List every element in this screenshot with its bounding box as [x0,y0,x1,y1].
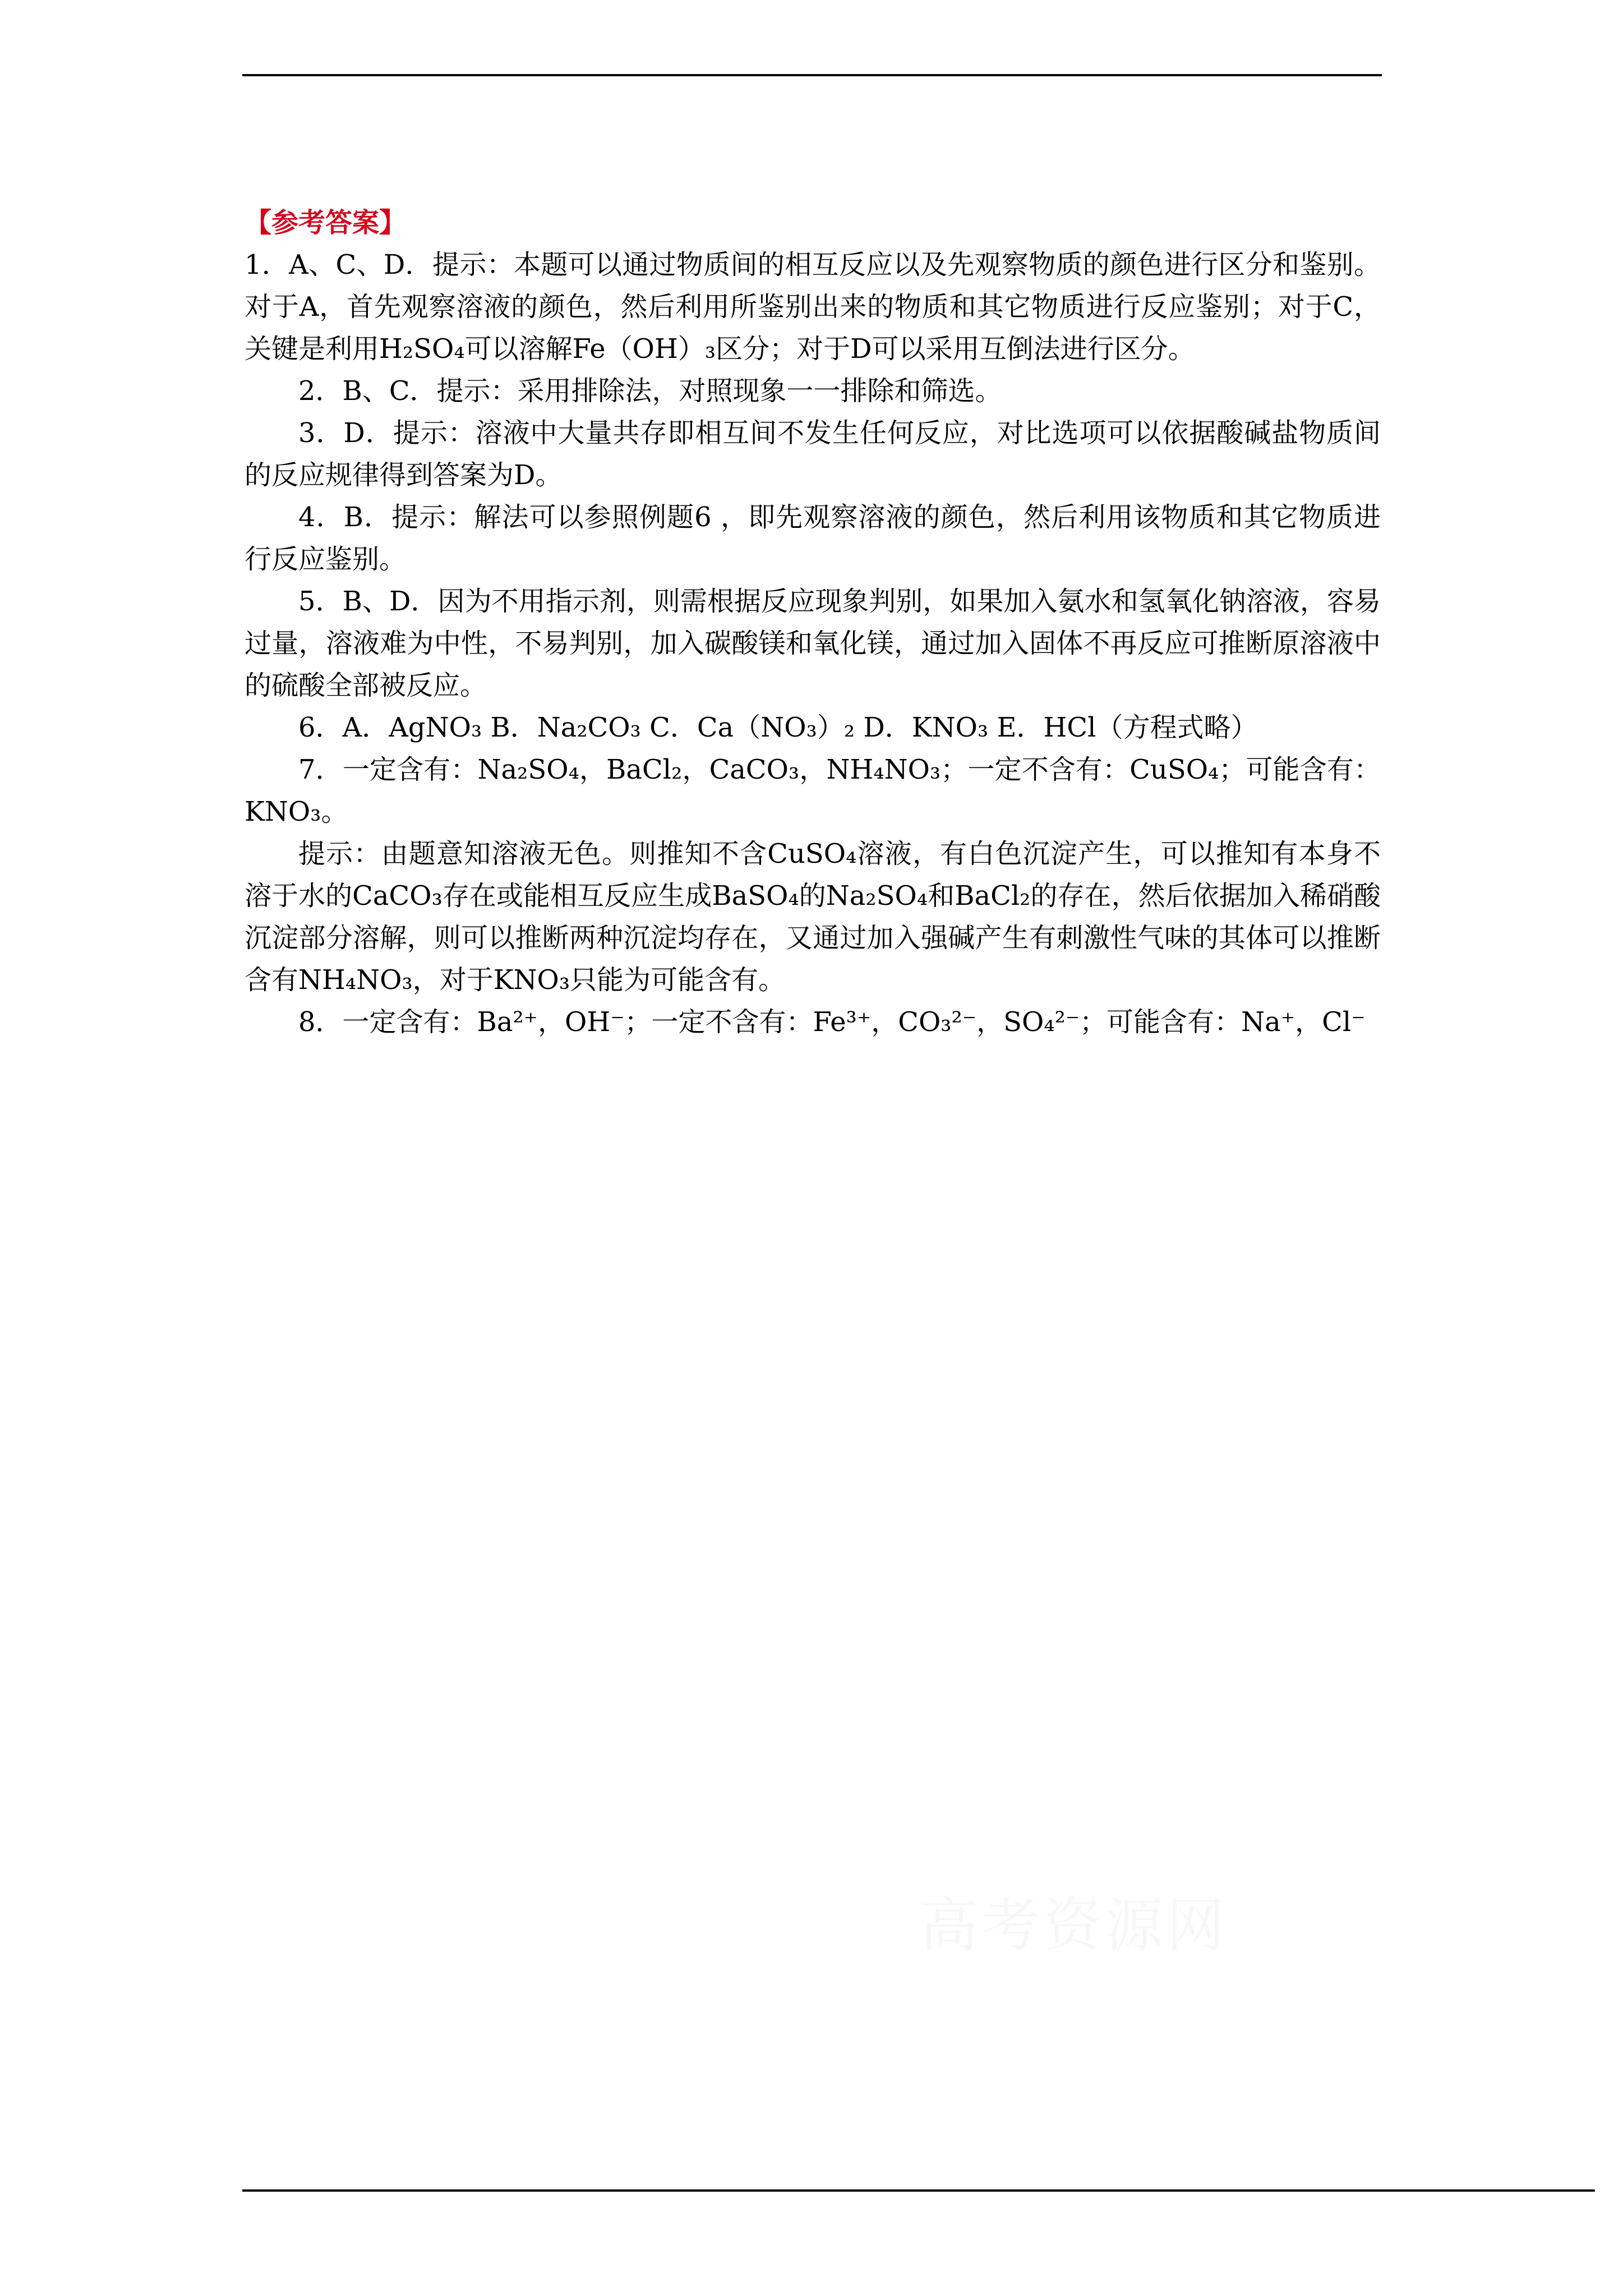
answer-section [245,202,1381,1043]
answer-8: 8．一定含有：Ba²⁺，OH⁻；一定不含有：Fe³⁺，CO₃²⁻，SO₄²⁻；可能含有：Na⁺，Cl⁻ [298,1006,1366,1038]
section-heading: 【参考答案】 [245,207,407,238]
answer-6: 6．A．AgNO₃ B．Na₂CO₃ C．Ca（NO₃）₂ D．KNO₃ E．HCl（方程式略） [298,712,1258,743]
header-rule [242,74,1382,76]
answer-3: 3．D．提示：溶液中大量共存即相互间不发生任何反应，对比选项可以依据酸碱盐物质间的反应规律得到答案为D。 [245,417,1381,491]
footer-rule [242,2189,1595,2192]
answer-1: 1．A、C、D．提示：本题可以通过物质间的相互反应以及先观察物质的颜色进行区分和鉴别。对于A，首先观察溶液的颜色，然后利用所鉴别出来的物质和其它物质进行反应鉴别；对于C，关键是利用H₂SO₄可以溶解Fe（OH）₃区分；对于D可以采用互倒法进行区分。 [245,249,1381,365]
answer-2: 2．B、C．提示：采用排除法，对照现象一一排除和筛选。 [298,375,1002,407]
answer-4: 4．B．提示：解法可以参照例题6 ，即先观察溶液的颜色，然后利用该物质和其它物质进行反应鉴别。 [245,501,1381,575]
answer-5: 5．B、D．因为不用指示剂，则需根据反应现象判别，如果加入氨水和氢氧化钠溶液，容易过量，溶液难为中性，不易判别，加入碳酸镁和氧化镁，通过加入固体不再反应可推断原溶液中的硫酸全部被反应。 [245,586,1381,701]
watermark: 高考资源网 [920,1891,1229,1959]
answer-7: 7．一定含有：Na₂SO₄，BaCl₂，CaCO₃，NH₄NO₃；一定不含有：CuSO₄；可能含有：KNO₃。 [245,754,1381,827]
answer-7-hint: 提示：由题意知溶液无色。则推知不含CuSO₄溶液，有白色沉淀产生，可以推知有本身不溶于水的CaCO₃存在或能相互反应生成BaSO₄的Na₂SO₄和BaCl₂的存在，然后依据加入稀硝酸沉淀部分溶解，则可以推断两种沉淀均存在，又通过加入强碱产生有刺激性气味的其体可以推断含有NH₄NO₃，对于KNO₃只能为可能含有。 [245,838,1381,996]
